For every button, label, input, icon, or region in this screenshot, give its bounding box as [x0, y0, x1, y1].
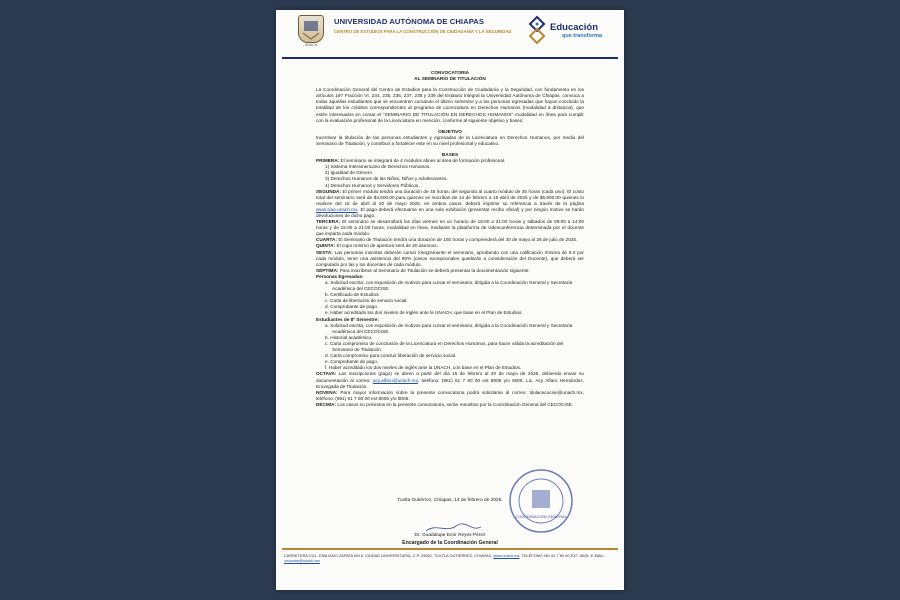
- seal-text: COORDINACIÓN GENERAL: [515, 514, 567, 519]
- footer-divider: [282, 548, 618, 550]
- base-decima: DÉCIMA: Los casos no previstos en la presente convocatoria, serán resueltos por la Coordinación General del CECOCISE.: [316, 401, 574, 407]
- egresadas-heading: Personas Egresadas:: [316, 273, 364, 279]
- signature-scribble-icon: [386, 523, 506, 533]
- footer-phone: . TELÉFONO 961 61 7 80 00 EXT. 8005, E-MAIL:: [519, 553, 605, 558]
- requirement-item: c. Carta de liberación de servicio social.: [325, 298, 408, 304]
- base-quinta: QUINTA: El cupo mínimo de apertura será de 20 alumnos.: [316, 243, 438, 249]
- base-segunda: SEGUNDA: El primer módulo tendrá una duración de 45 horas, del segundo al cuarto módulo de 35 horas (cada uno). El costo total del seminario será de $4,500.00 para quienes se inscriban de 14 de febrero a 15 abril de 2025 y de $5,500.00 quienes lo realicen del 16 de abril al 20 de mayo 2025, en ambos casos, deberá imprimir su referencia a través de la página www.siae.unach.mx. El pago deberá efectuarse en una sola exhibición (presentar recibo oficial) y por ningún motivo se harán devoluciones de dicho pago.: [316, 188, 584, 218]
- brand-sub-text: que transforma: [562, 33, 603, 39]
- requirement-item: a. Solicitud escrita, con exposición de motivos para cursar el seminario, dirigida a la Coordinación General y Secretaría Académica del CECOCISE.: [325, 322, 573, 334]
- place-date: Tuxtla Gutiérrez, Chiapas, 14 de febrero de 2025.: [397, 498, 503, 503]
- letterhead: [276, 10, 624, 58]
- requirement-item: e. Haber acreditado los dos niveles de inglés ante la UNACH, que base en el Plan de Estudios.: [325, 310, 523, 316]
- footer: [284, 553, 616, 563]
- bases-heading: BASES: [441, 152, 459, 158]
- module-item: 2) Igualdad de Género.: [325, 170, 374, 176]
- base-cuarta: CUARTA: El Seminario de Titulación tendrá una duración de 150 horas y comprenderá del 30 de mayo al 28 de julio de 2025.: [316, 237, 578, 243]
- footer-email-link[interactable]: cecocise@unach.mx: [284, 558, 320, 563]
- requirement-item: c. Carta compromiso de conclusión de la Licenciatura en Derechos Humanos, para hacer válida la acreditación del Seminario de Titulación.: [325, 340, 564, 353]
- brand-main-text: Educación: [550, 22, 599, 33]
- objective-heading: OBJETIVO: [438, 128, 462, 134]
- module-item: 3) Derechos Humanos de las Niñas, Niños y Adolescentes.: [325, 176, 448, 182]
- requirement-item: b. Historial académico.: [325, 334, 373, 340]
- requirement-item: b. Certificado de Estudios.: [325, 292, 380, 298]
- base-tercera: TERCERA: El seminario se desarrollará los días viernes en un horario de 16:00 a 21:00 horas y sábados de 09:00 a 14:00 horas y de 15:00 a 21:00 horas, modalidad en línea, mediante la plataforma de videoconferencia determinada por el docente que imparta cada módulo.: [316, 219, 584, 237]
- center-name: CENTRO DE ESTUDIOS PARA LA CONSTRUCCIÓN DE CIUDADANÍA Y LA SEGURIDAD: [334, 29, 512, 34]
- base-septima: SÉPTIMA: Para inscribirse al Seminario de Titulación se deberá presentar la documentación siguiente:: [316, 267, 530, 273]
- university-name: UNIVERSIDAD AUTÓNOMA DE CHIAPAS: [334, 17, 485, 26]
- objective-text: Incentivar la titulación de las personas estudiantes y egresadas de la Licenciatura en Derechos Humanos, por medio del Seminario de Titulación, y contribuir a fortalecer este en su nivel profesional y educativo.: [316, 134, 584, 146]
- base-octava: OCTAVA: Las inscripciones (pago) se abren a partir del día 15 de febrero al 20 de mayo de 2025, debiendo enviar su documentación al correo: acy.alfaro@unach.mx, teléfono: (961) 61 7 80 00 ext 8005 y/o 8006, Lic. Acy Alfaro Hernández, Encargada de Titulación.: [316, 371, 584, 389]
- module-item: 4) Derechos Humanos y Servidores Públicos.: [325, 182, 420, 188]
- requirement-item: d. Comprobante de pago.: [325, 304, 379, 310]
- document-page: [276, 10, 624, 590]
- brand-logo-icon: [526, 15, 548, 45]
- requirement-item: f. Haber acreditado los dos niveles de inglés ante la UNACH, con base en el Plan de Estudios.: [325, 365, 522, 371]
- estudiantes-heading: Estudiantes de 8º Semestre:: [316, 316, 379, 322]
- requirement-item: d. Carta compromiso para concluir liberación de servicio social.: [325, 353, 457, 359]
- signer-name: Dr. Guadalupe Emir Reyes Pérez: [414, 533, 486, 538]
- intro-paragraph: La Coordinación General del Centro de Estudios para la Construcción de Ciudadanía y la Seguridad, con fundamento en los artículos 197 Fracción VI, 234, 235, 236, 237, 238 y 239 del Estatuto Integral la Universidad Autónoma de Chiapas, convoca a todas aquellas estudiantes que se encuentren cursando el último semestre y a las personas egresadas que hayan concluido la totalidad de los créditos correspondientes al programa de Licenciatura en Derechos Humanos (modalidad a distancia), que estén interesados en cursar el "SEMINARIO DE TITULACIÓN EN DERECHOS HUMANOS" modalidad en línea para cumplir con la evaluación profesional de la Licenciatura en mención, conforme al siguiente objetivo y bases:: [316, 87, 584, 123]
- university-crest-icon: [298, 15, 324, 43]
- module-item: 1) Sistema Interamericano de Derechos Humanos.: [325, 164, 431, 170]
- base-novena: NOVENA: Para mayor información sobre la presente convocatoria podrá solicitarse al correo: titulacecocise@unach.mx, teléfono: (961) 61 7 80 00 ext 8005 y/o 8006.: [316, 389, 584, 401]
- document-body: [316, 70, 584, 408]
- signer-role: Encargado de la Coordinación General: [402, 540, 498, 546]
- title-line-2: AL SEMINARIO DE TITULACIÓN: [414, 76, 486, 82]
- siae-link[interactable]: www.siae.unach.mx: [316, 206, 358, 212]
- base-sexta: SEXTA: Las personas inscritas deberán cursar íntegramente el seminario, aprobando con una calificación mínima de 8.0 por cada módulo, tener una asistencia del 90% (casos excepcionales quedarán a consideración del Docente), que deberá ser computado por las y los docentes de cada módulo.: [316, 249, 584, 267]
- contact-email-link[interactable]: acy.alfaro@unach.mx: [372, 377, 418, 383]
- header-divider: [282, 57, 618, 59]
- base-primera: PRIMERA: El seminario se integrará de 4 módulos afines al área de formación profesional.: [316, 158, 506, 164]
- title-line-1: CONVOCATORIA: [430, 70, 470, 75]
- requirement-item: e. Comprobante de pago.: [325, 359, 379, 365]
- footer-web-link[interactable]: www.unach.mx: [493, 553, 520, 558]
- crest-caption: UNACH: [304, 43, 318, 47]
- requirement-item: a. Solicitud escrita, con exposición de motivos para cursar el seminario, dirigida a la Coordinación General y Secretaría Académica del CECOCISE.: [325, 280, 573, 292]
- footer-address: CARRETERA COL. EMILIANO ZAPATA KM 8, CIUDAD UNIVERSITARIA, C.P. 29050, TUXTLA GUTIÉRREZ, CHIAPAS.: [284, 553, 493, 558]
